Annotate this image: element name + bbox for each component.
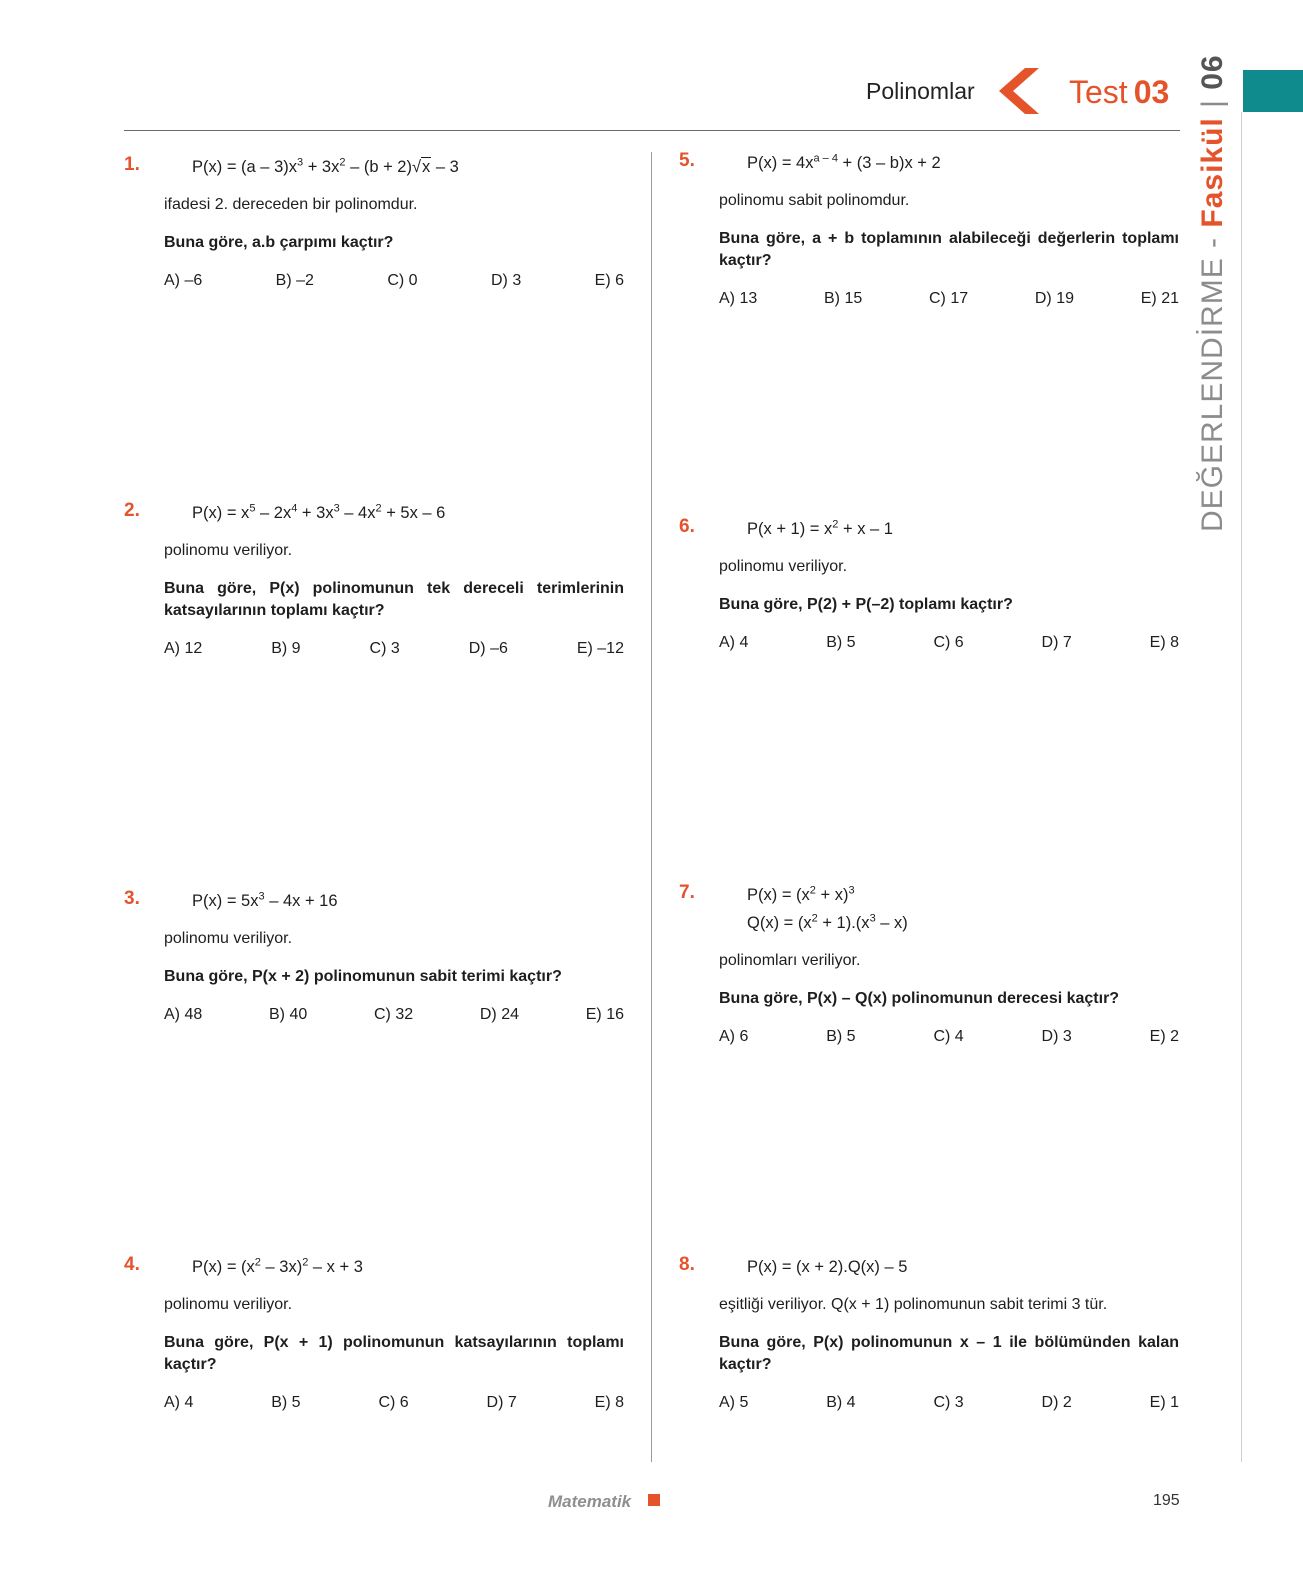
option-b[interactable]: B) –2 [275,272,314,289]
answer-options [719,1026,1179,1048]
formula-exponent: 3 [848,884,855,897]
option-b[interactable]: B) 5 [826,634,856,651]
question-prompt: Buna göre, P(x) – Q(x) polinomunun derecesi kaçtır? [719,990,1120,1007]
question-description: ifadesi 2. dereceden bir polinomdur. [164,196,418,213]
answer-options [164,638,624,660]
formula-exponent: 2 [811,912,818,925]
answer-options [164,270,624,292]
question-description: eşitliği veriliyor. Q(x + 1) polinomunun sabit terimi 3 tür. [719,1296,1108,1313]
question-5 [679,150,1179,310]
question-formula [747,1256,1179,1278]
question-formula [747,518,1179,540]
formula-part: – 4x + 16 [264,892,338,910]
question-number: 7. [679,882,695,903]
formula-part: P(x) = (x [747,886,810,904]
option-d[interactable]: D) 3 [1041,1028,1072,1045]
option-b[interactable]: B) 9 [271,640,301,657]
option-d[interactable]: D) 7 [486,1394,517,1411]
option-c[interactable]: C) 4 [933,1028,964,1045]
formula-exponent: 4 [291,502,298,515]
page-number: 195 [1153,1492,1180,1509]
question-prompt: Buna göre, a + b toplamının alabileceği değerlerin toplamı kaçtır? [719,230,1179,269]
formula-part: – 3x) [260,1258,303,1276]
formula-part: – x + 3 [308,1258,363,1276]
answer-options [164,1004,624,1026]
option-e[interactable]: E) 21 [1140,290,1179,307]
side-label-separator: | [1196,99,1229,108]
side-label-number: 06 [1196,54,1229,90]
option-c[interactable]: C) 6 [933,634,964,651]
side-label-fasikul: Fasikül [1196,117,1229,228]
option-b[interactable]: B) 5 [826,1028,856,1045]
option-c[interactable]: C) 3 [933,1394,964,1411]
question-description: polinomu veriliyor. [164,1296,293,1313]
option-c[interactable]: C) 32 [374,1006,414,1023]
formula-exponent: 2 [339,156,346,169]
formula-part: P(x + 1) = x [747,520,833,538]
question-7 [679,882,1179,1048]
option-d[interactable]: D) 2 [1041,1394,1072,1411]
radicand: x [422,158,431,176]
formula-part: P(x) = 5x [192,892,259,910]
option-a[interactable]: A) –6 [164,272,203,289]
answer-options [164,1392,624,1414]
option-a[interactable]: A) 5 [719,1394,749,1411]
answer-options [719,288,1179,310]
formula-exponent: 3 [869,912,876,925]
option-d[interactable]: D) –6 [468,640,508,657]
question-description: polinomu sabit polinomdur. [719,192,910,209]
question-8 [679,1254,1179,1414]
question-number: 3. [124,888,140,909]
question-2 [124,500,624,660]
option-e[interactable]: E) 1 [1149,1394,1179,1411]
option-a[interactable]: A) 4 [719,634,749,651]
question-number: 2. [124,500,140,521]
formula-exponent: 2 [832,518,839,531]
option-d[interactable]: D) 19 [1034,290,1074,307]
option-a[interactable]: A) 4 [164,1394,194,1411]
question-formula-p [747,884,1179,906]
question-prompt: Buna göre, P(x) polinomunun tek dereceli terimlerinin katsayılarının toplamı kaçtır? [164,580,624,619]
question-prompt: Buna göre, P(x) polinomunun x – 1 ile bölümünden kalan kaçtır? [719,1334,1179,1373]
option-e[interactable]: E) 8 [594,1394,624,1411]
question-number: 6. [679,516,695,537]
option-d[interactable]: D) 7 [1041,634,1072,651]
formula-exponent: 3 [333,502,340,515]
question-1 [124,154,624,292]
answer-options [719,632,1179,654]
formula-part: P(x) = (a – 3)x [192,158,297,176]
option-e[interactable]: E) 2 [1149,1028,1179,1045]
option-a[interactable]: A) 48 [164,1006,203,1023]
option-e[interactable]: E) 8 [1149,634,1179,651]
question-description: polinomu veriliyor. [719,558,848,575]
page-title: Polinomlar [866,78,975,104]
option-a[interactable]: A) 6 [719,1028,749,1045]
formula-part: – 3 [431,158,459,176]
question-number: 1. [124,154,140,175]
question-3 [124,888,624,1026]
question-prompt: Buna göre, a.b çarpımı kaçtır? [164,234,394,251]
option-b[interactable]: B) 4 [826,1394,856,1411]
question-formula [192,1256,624,1278]
formula-exponent: 2 [254,1256,261,1269]
chevron-left-icon [995,68,1039,114]
question-description: polinomu veriliyor. [164,542,293,559]
formula-part: P(x) = x [192,504,250,522]
test-word: Test [1069,74,1128,110]
formula-exponent: 5 [249,502,256,515]
formula-exponent: 2 [302,1256,309,1269]
option-a[interactable]: A) 13 [719,290,758,307]
side-label-main: DEĞERLENDİRME - [1196,236,1229,532]
option-e[interactable]: E) 6 [594,272,624,289]
test-label [1069,74,1169,111]
question-prompt: Buna göre, P(x + 2) polinomunun sabit terimi kaçtır? [164,968,562,985]
formula-part: + (3 – b)x + 2 [837,154,941,172]
formula-exponent: a – 4 [813,152,838,165]
question-prompt: Buna göre, P(2) + P(–2) toplamı kaçtır? [719,596,1013,613]
test-number: 03 [1133,74,1170,110]
formula-part: – 4x [339,504,376,522]
teal-tab-marker [1243,70,1303,112]
question-formula [192,156,624,178]
question-6 [679,516,1179,654]
formula-part: + x) [815,886,849,904]
footer-subject: Matematik [548,1492,632,1511]
formula-part: + 5x – 6 [381,504,446,522]
formula-part: + 3x [303,158,340,176]
question-prompt: Buna göre, P(x + 1) polinomunun katsayılarının toplamı kaçtır? [164,1334,624,1373]
option-a[interactable]: A) 12 [164,640,203,657]
option-b[interactable]: B) 40 [269,1006,308,1023]
question-formula-q [747,912,1179,934]
formula-part: P(x) = (x [192,1258,255,1276]
option-c[interactable]: C) 6 [378,1394,409,1411]
formula-part: + 3x [297,504,334,522]
answer-options [719,1392,1179,1414]
question-description: polinomları veriliyor. [719,952,861,969]
option-e[interactable]: E) 16 [585,1006,624,1023]
header-divider [124,130,1180,131]
formula-exponent: 3 [297,156,304,169]
footer-square-icon [648,1494,660,1506]
option-c[interactable]: C) 17 [929,290,969,307]
option-d[interactable]: D) 24 [479,1006,519,1023]
formula-part: + x – 1 [838,520,893,538]
question-number: 5. [679,150,695,171]
question-formula [747,152,1179,174]
formula-part: – x) [875,914,908,932]
question-number: 8. [679,1254,695,1275]
square-root: √x [411,158,431,176]
formula-part: + 1).(x [817,914,870,932]
column-divider [651,152,652,1462]
question-4 [124,1254,624,1414]
formula-part: – 2x [255,504,292,522]
option-c[interactable]: C) 3 [369,640,400,657]
formula-part: Q(x) = (x [747,914,812,932]
formula-exponent: 3 [258,890,265,903]
formula-exponent: 2 [809,884,816,897]
question-description: polinomu veriliyor. [164,930,293,947]
option-b[interactable]: B) 5 [271,1394,301,1411]
option-d[interactable]: D) 3 [491,272,522,289]
option-b[interactable]: B) 15 [824,290,863,307]
question-formula [192,890,624,912]
question-formula [192,502,624,524]
formula-exponent: 2 [375,502,382,515]
formula-part: P(x) = (x + 2).Q(x) – 5 [747,1258,908,1276]
side-divider [1241,112,1242,1462]
formula-part: – (b + 2) [345,158,412,176]
formula-part: P(x) = 4x [747,154,814,172]
option-c[interactable]: C) 0 [387,272,418,289]
question-number: 4. [124,1254,140,1275]
side-label [1196,54,1236,532]
option-e[interactable]: E) –12 [576,640,624,657]
